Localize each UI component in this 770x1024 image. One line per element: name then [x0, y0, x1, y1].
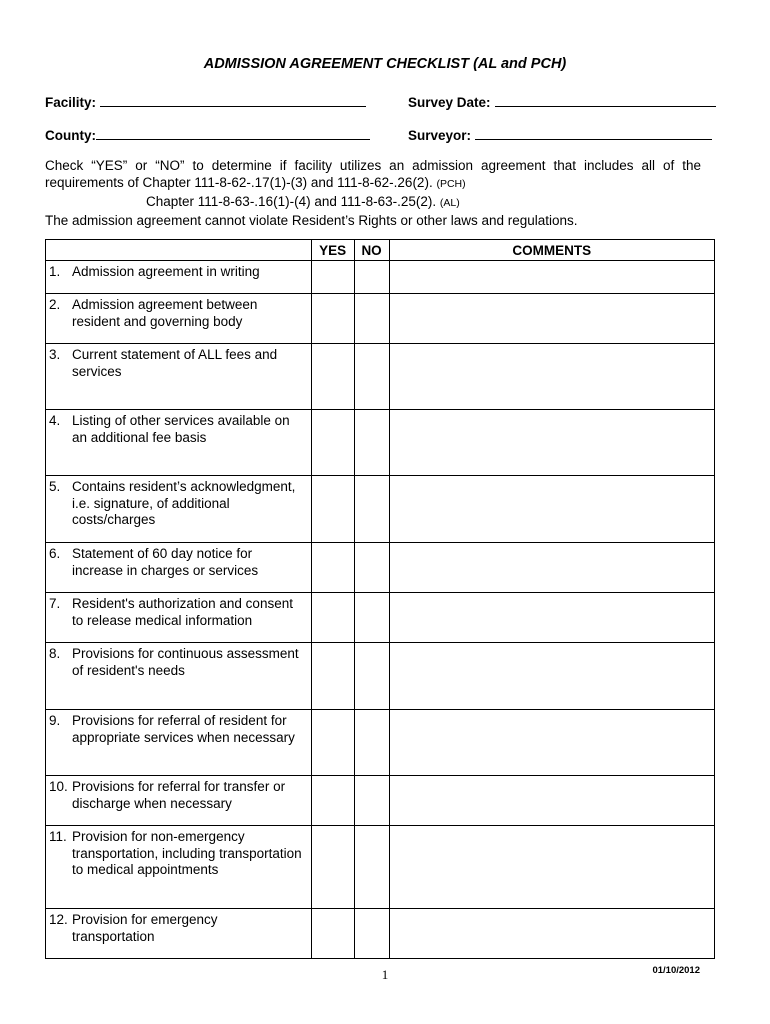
- revision-date: 01/10/2012: [652, 965, 700, 976]
- yes-header: YES: [311, 240, 354, 261]
- no-checkbox-cell[interactable]: [354, 776, 389, 826]
- item-text-line: Listing of other services available on: [72, 413, 290, 428]
- no-checkbox-cell[interactable]: [354, 826, 389, 909]
- item-text-line: Admission agreement between: [72, 297, 258, 312]
- comments-cell[interactable]: [389, 543, 714, 593]
- item-text-line: Contains resident’s acknowledgment,: [72, 479, 296, 494]
- instructions-line-2-text: requirements of Chapter 111-8-62-.17(1)-(3) and 111-8-62-.26(2).: [45, 175, 433, 190]
- yes-checkbox-cell[interactable]: [311, 476, 354, 543]
- item-number: 5.: [49, 479, 61, 494]
- no-checkbox-cell[interactable]: [354, 410, 389, 476]
- item-text-line: Resident's authorization and consent: [72, 596, 293, 611]
- survey-date-field[interactable]: [408, 92, 716, 110]
- table-header-row: [46, 240, 715, 261]
- instructions-line-1: Check “YES” or “NO” to determine if facility utilizes an admission agreement that includes all of the: [45, 158, 701, 173]
- item-text-line: discharge when necessary: [72, 795, 232, 811]
- item-number: 11.: [49, 829, 67, 844]
- checklist-item: [46, 344, 312, 410]
- comments-cell[interactable]: [389, 476, 714, 543]
- checklist-item: [46, 543, 312, 593]
- yes-checkbox-cell[interactable]: [311, 643, 354, 710]
- survey-date-label: Survey Date:: [408, 95, 491, 110]
- item-text-line: resident and governing body: [72, 313, 243, 329]
- item-text-line: Admission agreement in writing: [72, 264, 260, 279]
- comments-cell[interactable]: [389, 710, 714, 776]
- table-row: [46, 826, 715, 909]
- checklist-item: [46, 410, 312, 476]
- checklist-item: [46, 909, 312, 959]
- item-number: 1.: [49, 264, 61, 279]
- no-checkbox-cell[interactable]: [354, 344, 389, 410]
- no-checkbox-cell[interactable]: [354, 643, 389, 710]
- comments-cell[interactable]: [389, 909, 714, 959]
- table-row: [46, 776, 715, 826]
- yes-checkbox-cell[interactable]: [311, 261, 354, 294]
- surveyor-field[interactable]: [408, 125, 712, 143]
- item-text-line: Provisions for referral of resident for: [72, 713, 287, 728]
- comments-cell[interactable]: [389, 294, 714, 344]
- table-row: [46, 344, 715, 410]
- item-number: 7.: [49, 596, 61, 611]
- facility-label: Facility:: [45, 95, 97, 110]
- item-number: 3.: [49, 347, 61, 362]
- item-text-line: to medical appointments: [72, 862, 219, 877]
- instructions-line-3: [45, 193, 701, 212]
- pch-tag: (PCH): [436, 178, 466, 190]
- page-number: 1: [381, 967, 389, 982]
- facility-field[interactable]: [45, 92, 366, 110]
- yes-checkbox-cell[interactable]: [311, 593, 354, 643]
- table-row: [46, 410, 715, 476]
- no-checkbox-cell[interactable]: [354, 476, 389, 543]
- no-checkbox-cell[interactable]: [354, 294, 389, 344]
- table-row: [46, 710, 715, 776]
- no-checkbox-cell[interactable]: [354, 261, 389, 294]
- facility-blank[interactable]: [100, 92, 366, 107]
- item-text-line: Provision for non-emergency: [72, 829, 245, 844]
- checklist-item: [46, 261, 312, 294]
- item-text-line: Statement of 60 day notice for: [72, 546, 253, 561]
- item-text-line: of resident's needs: [72, 662, 185, 678]
- item-number: 2.: [49, 297, 61, 312]
- yes-checkbox-cell[interactable]: [311, 294, 354, 344]
- comments-cell[interactable]: [389, 826, 714, 909]
- item-text-line: an additional fee basis: [72, 429, 207, 445]
- no-checkbox-cell[interactable]: [354, 710, 389, 776]
- item-number: 6.: [49, 546, 61, 561]
- yes-checkbox-cell[interactable]: [311, 826, 354, 909]
- comments-cell[interactable]: [389, 261, 714, 294]
- surveyor-label: Surveyor:: [408, 128, 472, 143]
- item-text-line: Provisions for continuous assessment: [72, 646, 299, 661]
- county-field[interactable]: [45, 125, 370, 143]
- no-header: NO: [354, 240, 389, 261]
- table-row: [46, 643, 715, 710]
- item-text-line: increase in charges or services: [72, 562, 259, 578]
- table-row: [46, 543, 715, 593]
- checklist-item: [46, 710, 312, 776]
- yes-checkbox-cell[interactable]: [311, 344, 354, 410]
- item-text-line: transportation, including transportation: [72, 845, 302, 861]
- item-header: [46, 240, 312, 261]
- item-number: 12.: [49, 912, 68, 927]
- item-text-line: services: [72, 363, 122, 379]
- comments-cell[interactable]: [389, 410, 714, 476]
- item-text-line: Current statement of ALL fees and: [72, 347, 278, 362]
- checklist-table: [45, 239, 715, 959]
- item-text-line: i.e. signature, of additional: [72, 495, 230, 511]
- surveyor-blank[interactable]: [475, 125, 712, 140]
- yes-checkbox-cell[interactable]: [311, 909, 354, 959]
- item-text-line: costs/charges: [72, 512, 156, 527]
- instructions-line-2: [45, 174, 701, 193]
- comments-cell[interactable]: [389, 593, 714, 643]
- survey-date-blank[interactable]: [495, 92, 716, 107]
- item-text-line: Provisions for referral for transfer or: [72, 779, 286, 794]
- al-tag: (AL): [439, 197, 460, 209]
- instructions-line-3-text: Chapter 111-8-63-.16(1)-(4) and 111-8-63-.25(2).: [146, 194, 437, 209]
- instructions-line-4: The admission agreement cannot violate Resident’s Rights or other laws and regulations.: [45, 213, 578, 228]
- comments-cell[interactable]: [389, 344, 714, 410]
- yes-checkbox-cell[interactable]: [311, 776, 354, 826]
- item-number: 8.: [49, 646, 61, 661]
- checklist-item: [46, 776, 312, 826]
- yes-checkbox-cell[interactable]: [311, 543, 354, 593]
- item-text-line: to release medical information: [72, 612, 253, 628]
- yes-checkbox-cell[interactable]: [311, 410, 354, 476]
- table-row: [46, 593, 715, 643]
- item-text-line: transportation: [72, 928, 155, 944]
- checklist-item: [46, 476, 312, 543]
- document-title: ADMISSION AGREEMENT CHECKLIST (AL and PCH): [203, 56, 567, 72]
- item-text-line: appropriate services when necessary: [72, 729, 295, 745]
- county-label: County:: [45, 128, 96, 143]
- table-row: [46, 294, 715, 344]
- item-text-line: Provision for emergency: [72, 912, 218, 927]
- no-checkbox-cell[interactable]: [354, 593, 389, 643]
- no-checkbox-cell[interactable]: [354, 543, 389, 593]
- comments-cell[interactable]: [389, 643, 714, 710]
- item-number: 10.: [49, 779, 68, 794]
- item-number: 4.: [49, 413, 61, 428]
- comments-header: COMMENTS: [389, 240, 714, 261]
- checklist-item: [46, 593, 312, 643]
- comments-cell[interactable]: [389, 776, 714, 826]
- yes-checkbox-cell[interactable]: [311, 710, 354, 776]
- checklist-item: [46, 294, 312, 344]
- checklist-item: [46, 826, 312, 909]
- table-row: [46, 476, 715, 543]
- item-number: 9.: [49, 713, 61, 728]
- table-row: [46, 261, 715, 294]
- instructions: [45, 157, 701, 229]
- checklist-item: [46, 643, 312, 710]
- table-row: [46, 909, 715, 959]
- no-checkbox-cell[interactable]: [354, 909, 389, 959]
- county-blank[interactable]: [96, 125, 370, 140]
